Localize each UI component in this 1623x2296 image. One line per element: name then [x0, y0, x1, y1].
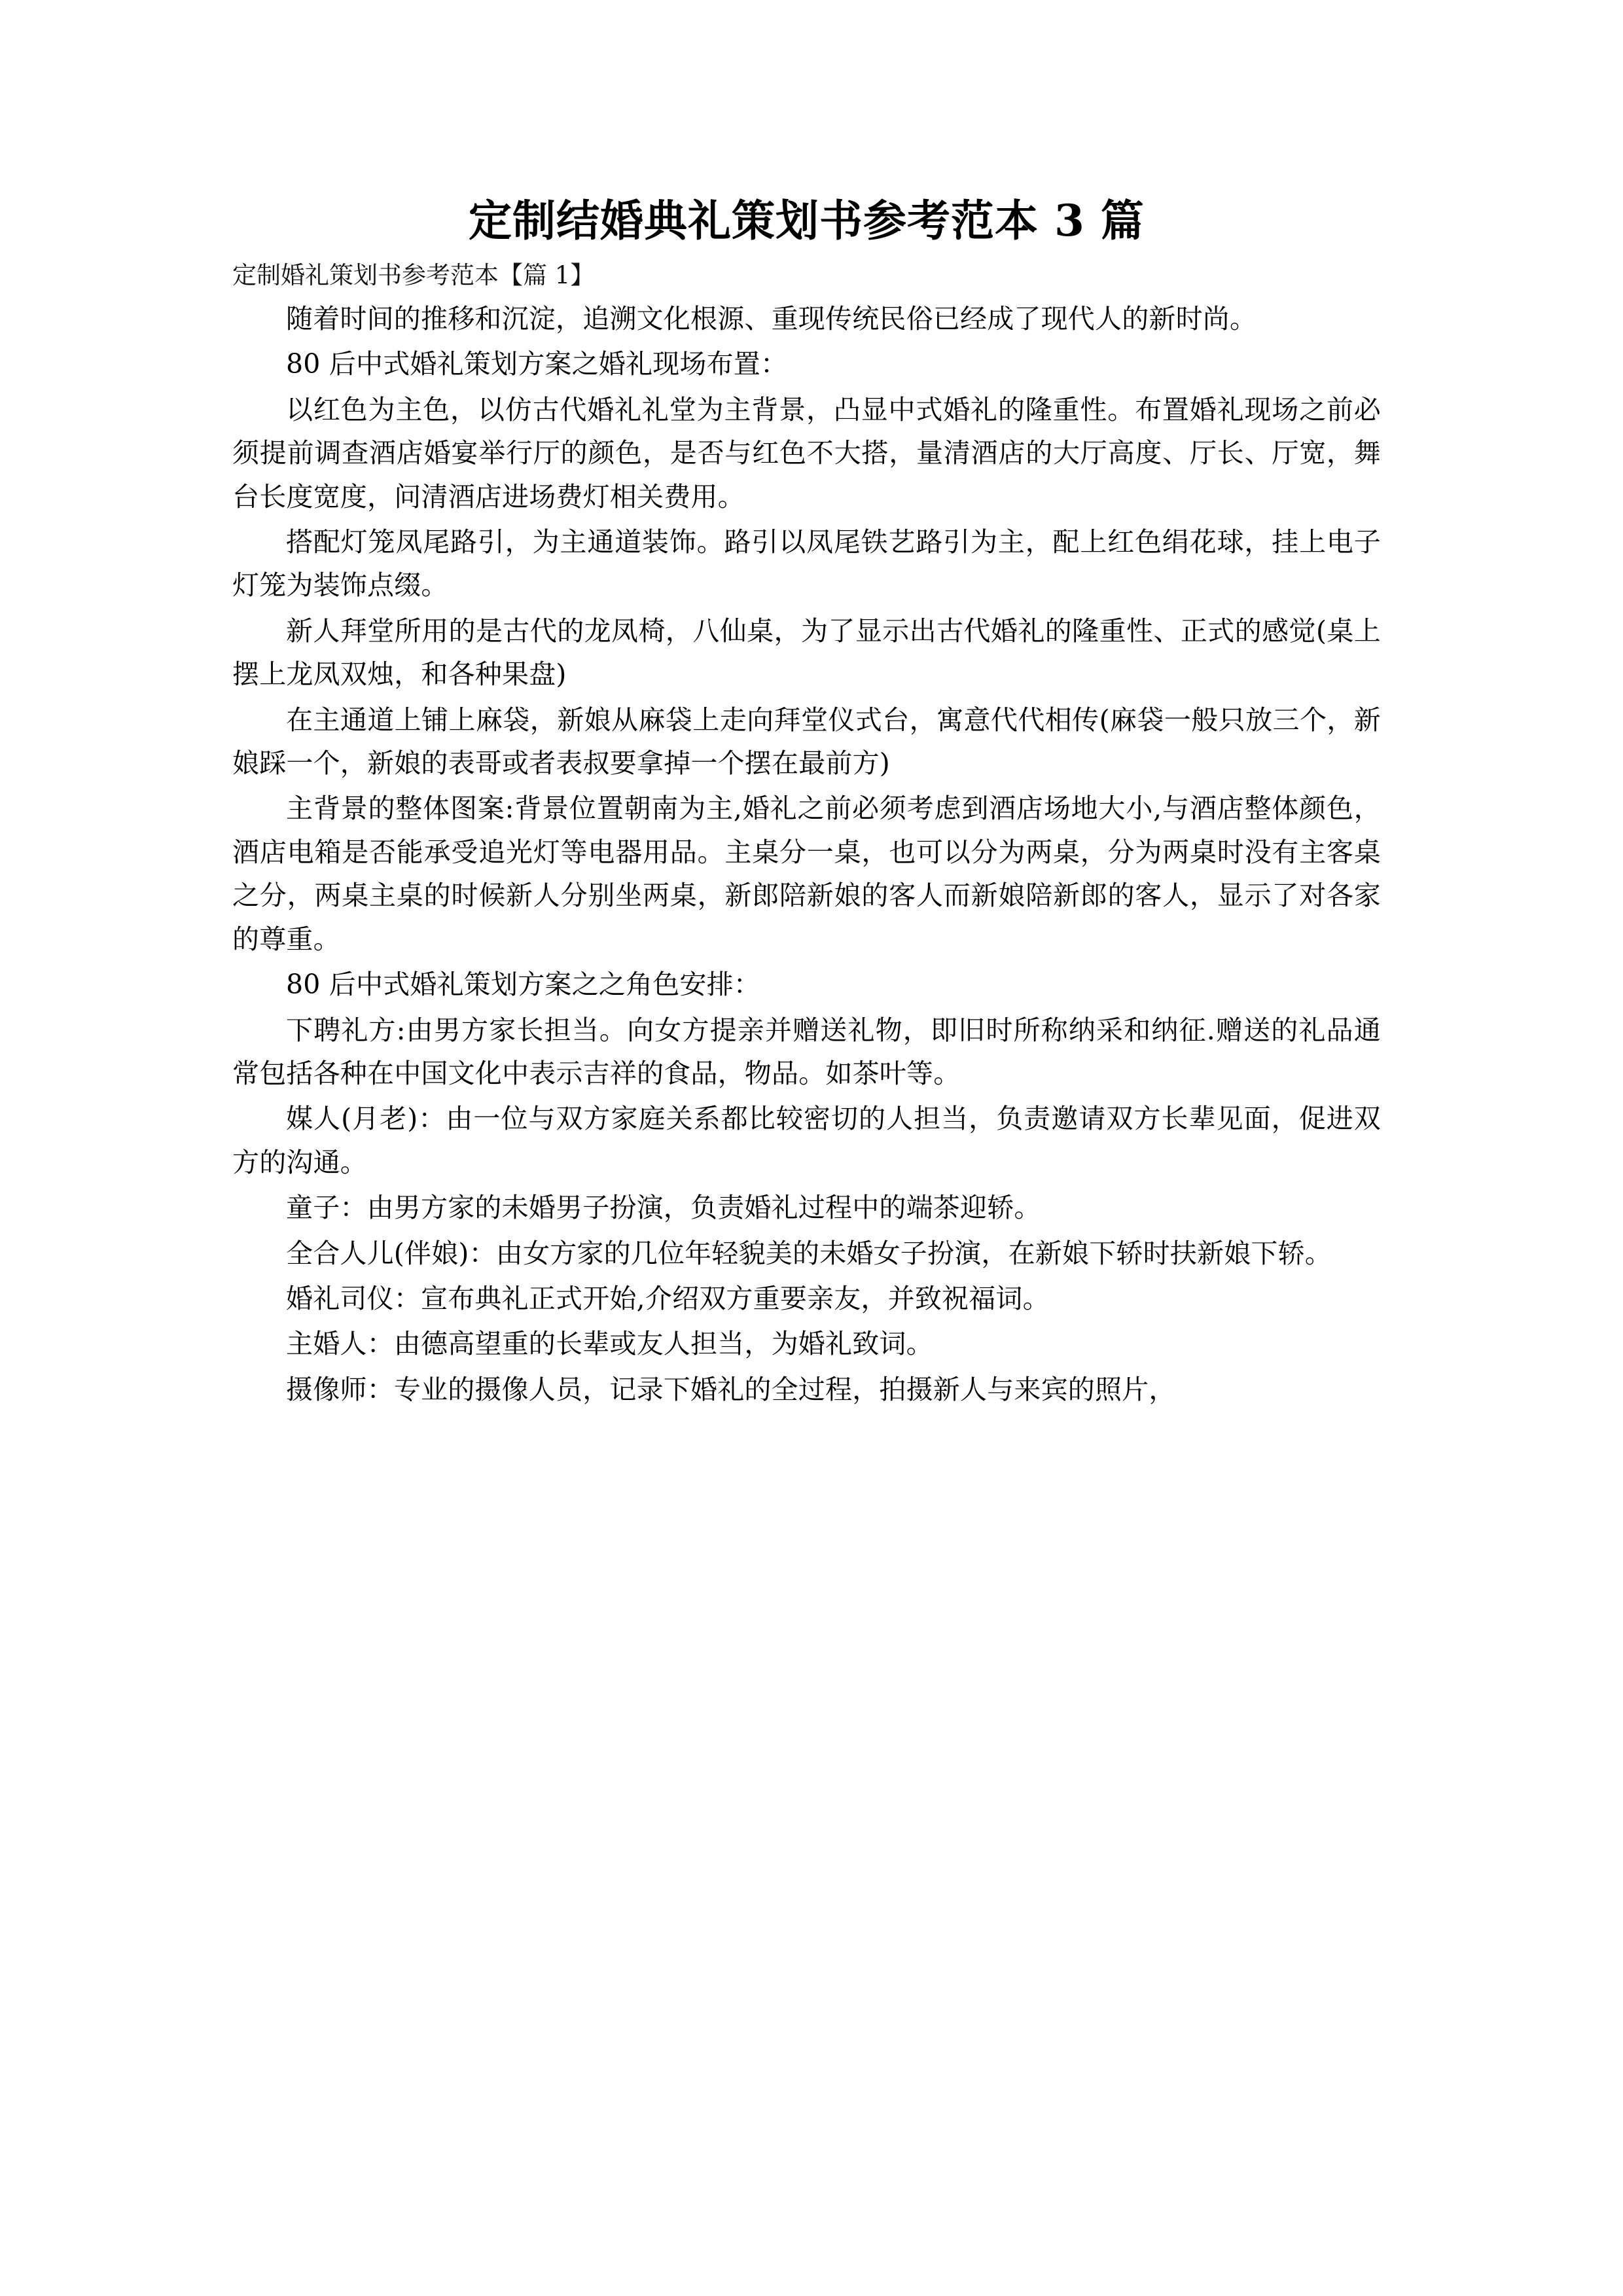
body-paragraph: 婚礼司仪：宣布典礼正式开始,介绍双方重要亲友，并致祝福词。 [286, 1282, 1050, 1314]
body-paragraph: 80 后中式婚礼策划方案之婚礼现场布置： [286, 348, 788, 380]
body-paragraph: 新人拜堂所用的是古代的龙凤椅，八仙桌，为了显示出古代婚礼的隆重性、正式的感觉(桌上摆上龙凤双烛，和各种果盘) [232, 615, 1381, 691]
body-paragraph: 主婚人：由德高望重的长辈或友人担当，为婚礼致词。 [286, 1328, 933, 1360]
body-paragraph: 摄像师：专业的摄像人员，记录下婚礼的全过程，拍摄新人与来宾的照片， [286, 1373, 1176, 1405]
body-paragraph: 童子：由男方家的未婚男子扮演，负责婚礼过程中的端茶迎轿。 [286, 1192, 1041, 1224]
body-paragraph: 80 后中式婚礼策划方案之之角色安排： [286, 969, 761, 1001]
body-paragraph: 下聘礼方:由男方家长担当。向女方提亲并赠送礼物，即旧时所称纳采和纳征.赠送的礼品通常包括各种在中国文化中表示吉祥的食品，物品。如茶叶等。 [232, 1014, 1381, 1089]
body-paragraph: 以红色为主色，以仿古代婚礼礼堂为主背景，凸显中式婚礼的隆重性。布置婚礼现场之前必须提前调查酒店婚宴举行厅的颜色，是否与红色不大搭，量清酒店的大厅高度、厅长、厅宽，舞台长度宽度，问清酒店进场费灯相关费用。 [232, 393, 1381, 512]
body-paragraph: 全合人儿(伴娘)：由女方家的几位年轻貌美的未婚女子扮演，在新娘下轿时扶新娘下轿。 [286, 1237, 1332, 1269]
document-content [232, 194, 1381, 1411]
body-paragraph: 在主通道上铺上麻袋，新娘从麻袋上走向拜堂仪式台，寓意代代相传(麻袋一般只放三个，新娘踩一个，新娘的表哥或者表叔要拿掉一个摆在最前方) [232, 704, 1381, 780]
body-paragraph: 搭配灯笼凤尾路引，为主通道装饰。路引以凤尾铁艺路引为主，配上红色绢花球，挂上电子灯笼为装饰点缀。 [232, 526, 1381, 601]
body-paragraph: 主背景的整体图案:背景位置朝南为主,婚礼之前必须考虑到酒店场地大小,与酒店整体颜色，酒店电箱是否能承受追光灯等电器用品。主桌分一桌，也可以分为两桌，分为两桌时没有主客桌之分，两桌主桌的时候新人分别坐两桌，新郎陪新娘的客人而新娘陪新郎的客人，显示了对各家的尊重。 [232, 793, 1381, 955]
page-title: 定制结婚典礼策划书参考范本 3 篇 [469, 195, 1145, 246]
section-subheading: 定制婚礼策划书参考范本【篇 1】 [232, 260, 595, 289]
body-paragraph: 随着时间的推移和沉淀，追溯文化根源、重现传统民俗已经成了现代人的新时尚。 [286, 303, 1257, 334]
body-paragraph: 媒人(月老)：由一位与双方家庭关系都比较密切的人担当，负责邀请双方长辈见面，促进双方的沟通。 [232, 1103, 1381, 1178]
